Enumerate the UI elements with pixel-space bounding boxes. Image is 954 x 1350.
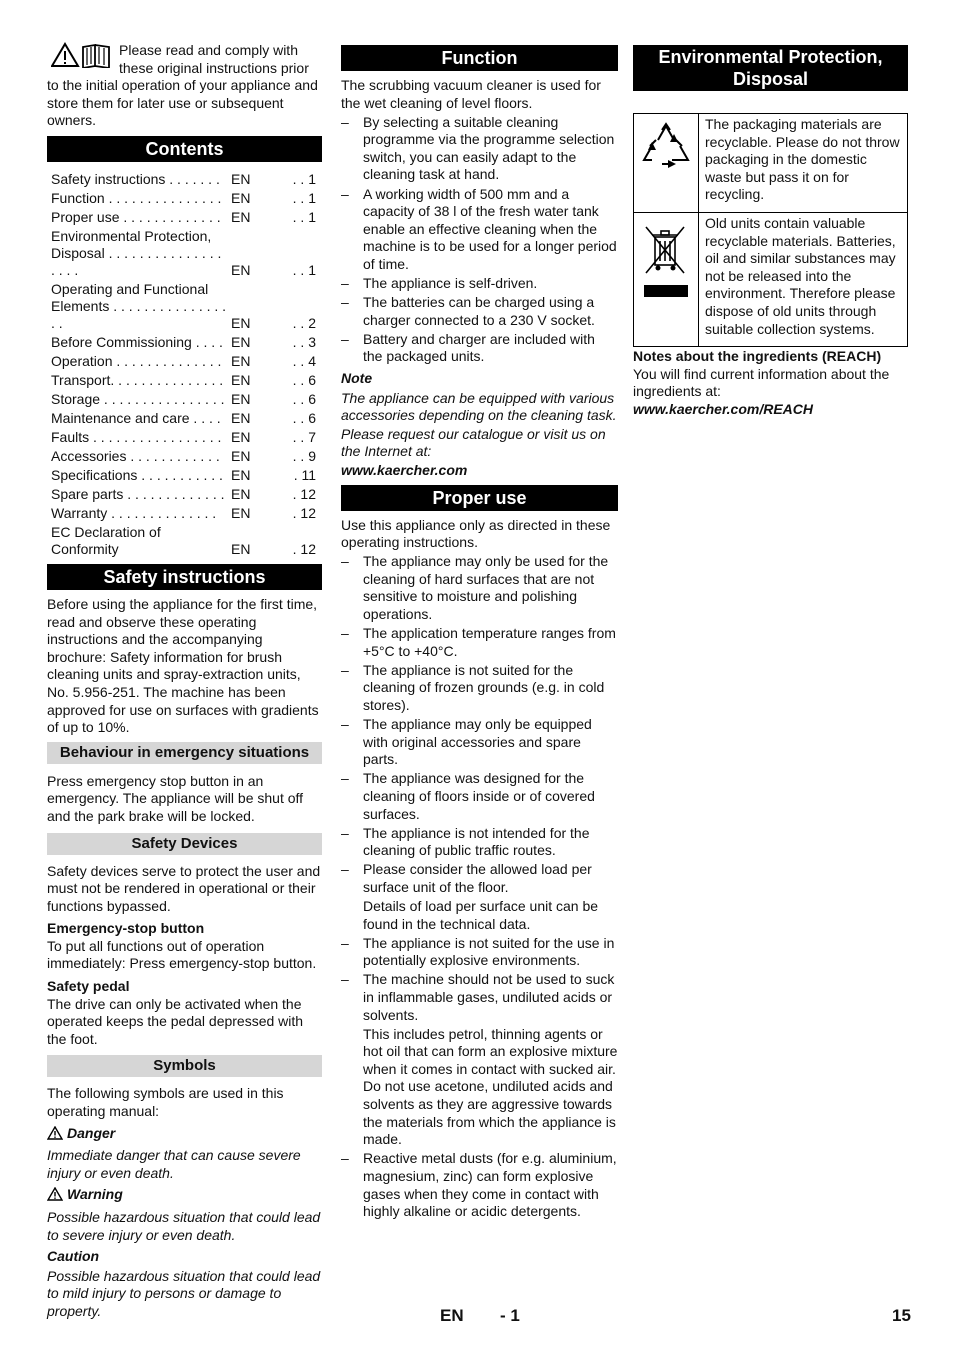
contents-heading: Contents bbox=[47, 136, 322, 162]
proper-use-item-text: The appliance is not intended for the cleaning of public traffic routes. bbox=[363, 824, 590, 859]
dash-bullet: – bbox=[341, 294, 349, 311]
contents-entry-label: Warranty . . . . . . . . . . . . . . bbox=[51, 504, 217, 521]
function-heading: Function bbox=[341, 45, 618, 71]
dash-bullet: – bbox=[341, 770, 349, 787]
contents-entry-lang: EN bbox=[231, 189, 251, 206]
contents-entry-label: Operating and Functional Elements . . . . . . . . . . . . . . . . . bbox=[51, 280, 227, 331]
dash-bullet: – bbox=[341, 661, 349, 678]
reach-heading: Notes about the ingredients (REACH) bbox=[633, 348, 882, 365]
footer-page-number: 15 bbox=[892, 1306, 911, 1325]
contents-entry-page: . . 6 bbox=[292, 390, 316, 407]
emergency-text: Press emergency stop button in an emergency. The appliance will be shut off and the park brake will be locked. bbox=[47, 772, 304, 824]
function-list-item bbox=[341, 294, 618, 329]
contents-entry-label: Operation . . . . . . . . . . . . . . bbox=[51, 352, 222, 369]
recycle-icon-cell bbox=[634, 114, 699, 213]
contents-entry-page: . . 1 bbox=[292, 261, 316, 278]
danger-text: Immediate danger that can cause severe injury or even death. bbox=[47, 1147, 301, 1181]
proper-use-item-text: The appliance may only be equipped with original accessories and spare parts. bbox=[363, 716, 592, 768]
note-text-2: Please request our catalogue or visit us on the Internet at: bbox=[341, 425, 606, 460]
recycle-row bbox=[634, 114, 908, 213]
contents-entry-lang: EN bbox=[231, 352, 251, 369]
contents-entry-page: . . 9 bbox=[292, 447, 316, 464]
danger-title: Danger bbox=[67, 1124, 116, 1141]
proper-use-list-item bbox=[341, 971, 618, 1148]
contents-entry-label: Spare parts . . . . . . . . . . . . . bbox=[51, 485, 225, 502]
safety-heading: Safety instructions bbox=[47, 564, 322, 590]
weee-icon-cell bbox=[634, 212, 699, 346]
dash-bullet: – bbox=[341, 553, 349, 570]
contents-entry-page: . . 6 bbox=[292, 371, 316, 388]
environment-heading: Environmental Protection, Disposal bbox=[633, 45, 908, 91]
crossed-bin-icon bbox=[643, 286, 689, 302]
contents-row[interactable] bbox=[47, 227, 322, 280]
function-list-item bbox=[341, 114, 618, 184]
proper-use-item-extra: Details of load per surface unit can be found in the technical data. bbox=[363, 898, 599, 932]
proper-use-item-text: The application temperature ranges from +5°C to +40°C. bbox=[363, 625, 616, 659]
footer-sub-page bbox=[500, 1306, 520, 1326]
footer-lang: EN bbox=[440, 1306, 464, 1325]
pedal-heading: Safety pedal bbox=[47, 978, 130, 995]
proper-use-list-item bbox=[341, 935, 618, 970]
contents-entry-label: Accessories . . . . . . . . . . . . bbox=[51, 447, 220, 464]
contents-row[interactable] bbox=[47, 208, 322, 227]
contents-entry-label: Transport. . . . . . . . . . . . . . . bbox=[51, 371, 224, 388]
warning-icon bbox=[47, 1187, 63, 1206]
function-list bbox=[341, 114, 618, 366]
contents-row[interactable] bbox=[47, 409, 322, 428]
contents-entry-lang: EN bbox=[231, 409, 251, 426]
proper-use-list-item bbox=[341, 770, 618, 823]
column-middle bbox=[341, 40, 618, 1221]
contents-row[interactable] bbox=[47, 170, 322, 189]
danger-icon bbox=[47, 1126, 63, 1145]
function-intro: The scrubbing vacuum cleaner is used for the wet cleaning of level floors. bbox=[341, 77, 601, 111]
contents-entry-page: . . 2 bbox=[292, 314, 316, 331]
contents-entry-lang: EN bbox=[231, 261, 251, 278]
contents-row[interactable] bbox=[47, 466, 322, 485]
caution-title: Caution bbox=[47, 1248, 100, 1265]
contents-entry-page: . . 1 bbox=[292, 189, 316, 206]
safety-devices-text: Safety devices serve to protect the user and must not be rendered in operational or their functions bypassed. bbox=[47, 862, 321, 914]
contents-entry-label: Before Commissioning . . . . bbox=[51, 333, 223, 350]
recycle-text: The packaging materials are recyclable. Please do not throw packaging in the domestic waste but pass it on for recycling. bbox=[699, 114, 908, 213]
contents-entry-lang: EN bbox=[231, 447, 251, 464]
weee-row bbox=[634, 212, 908, 346]
proper-use-item-text: The appliance is not suited for the use in potentially explosive environments. bbox=[363, 934, 615, 969]
contents-entry-label: Safety instructions . . . . . . . bbox=[51, 170, 220, 187]
contents-row[interactable] bbox=[47, 390, 322, 409]
contents-entry-label: Specifications . . . . . . . . . . . bbox=[51, 466, 223, 483]
proper-use-item-text: Please consider the allowed load per surface unit of the floor. bbox=[363, 861, 592, 895]
contents-entry-lang: EN bbox=[231, 371, 251, 388]
proper-use-item-text: The appliance was designed for the cleaning of floors inside or of covered surfaces. bbox=[363, 770, 595, 822]
contents-row[interactable] bbox=[47, 352, 322, 371]
proper-use-list-item bbox=[341, 625, 618, 660]
contents-table bbox=[47, 170, 322, 559]
proper-use-item-extra: This includes petrol, thinning agents or hot oil that can form an explosive mixture when it comes in contact with sucked air. Do not use acetone, undiluted acids and solvents as they are aggressive towards the materials from which the appliance is made. bbox=[363, 1025, 618, 1148]
dash-bullet: – bbox=[341, 625, 349, 642]
intro-block bbox=[47, 40, 322, 130]
pedal-text: The drive can only be activated when the operated keeps the pedal depressed with the foot. bbox=[47, 995, 304, 1047]
contents-entry-lang: EN bbox=[231, 540, 251, 557]
dash-bullet: – bbox=[341, 824, 349, 841]
contents-row[interactable] bbox=[47, 504, 322, 523]
contents-entry-page: . . 3 bbox=[292, 333, 316, 350]
proper-use-item-text: The appliance may only be used for the cleaning of hard surfaces that are not sensitive to moisture and polishing operations. bbox=[363, 553, 609, 623]
dash-bullet: – bbox=[341, 934, 349, 951]
proper-use-list-item bbox=[341, 861, 618, 933]
contents-row[interactable] bbox=[47, 485, 322, 504]
contents-entry-lang: EN bbox=[231, 170, 251, 187]
contents-entry-page: . . 6 bbox=[292, 409, 316, 426]
contents-row[interactable] bbox=[47, 280, 322, 333]
contents-row[interactable] bbox=[47, 428, 322, 447]
note-heading: Note bbox=[341, 370, 373, 386]
proper-use-list bbox=[341, 553, 618, 1220]
warning-label bbox=[47, 1186, 322, 1206]
proper-use-heading: Proper use bbox=[341, 485, 618, 511]
dash-bullet: – bbox=[341, 113, 349, 130]
dash-bullet: – bbox=[341, 275, 349, 292]
contents-entry-label: Environmental Protection, Disposal . . . . . . . . . . . . . . . . . . . bbox=[51, 227, 222, 278]
contents-row[interactable] bbox=[47, 333, 322, 352]
contents-entry-page: . . 1 bbox=[292, 208, 316, 225]
contents-row[interactable] bbox=[47, 189, 322, 208]
contents-entry-label: EC Declaration of Conformity bbox=[51, 523, 161, 557]
column-right bbox=[633, 40, 908, 419]
contents-entry-lang: EN bbox=[231, 504, 251, 521]
contents-entry-lang: EN bbox=[231, 208, 251, 225]
contents-entry-label: Function . . . . . . . . . . . . . . . bbox=[51, 189, 222, 206]
note-text-1: The appliance can be equipped with various accessories depending on the cleaning task. bbox=[341, 389, 617, 424]
contents-entry-page: . . 7 bbox=[292, 428, 316, 445]
contents-entry-lang: EN bbox=[231, 466, 251, 483]
contents-entry-label: Faults . . . . . . . . . . . . . . . . . bbox=[51, 428, 222, 445]
safety-intro: Before using the appliance for the first time, read and observe these operating instructions and the accompanying brochure: Safety information for brush cleaning units and spray-extraction units, No. 5.956-251. The machine has been approved for use on surfaces with gradients of up to 10%. bbox=[47, 595, 319, 736]
function-list-item-text: Battery and charger are included with the packaged units. bbox=[363, 330, 595, 365]
emergency-heading: Behaviour in emergency situations bbox=[47, 742, 322, 764]
function-list-item bbox=[341, 331, 618, 366]
proper-use-intro: Use this appliance only as directed in these operating instructions. bbox=[341, 516, 611, 551]
warning-title: Warning bbox=[67, 1186, 123, 1203]
reach-text: You will find current information about the ingredients at: bbox=[633, 365, 890, 400]
caution-text: Possible hazardous situation that could lead to mild injury to persons or damage to property. bbox=[47, 1267, 321, 1319]
contents-entry-page: . 12 bbox=[292, 540, 316, 557]
dash-bullet: – bbox=[341, 716, 349, 733]
contents-entry-page: . . 4 bbox=[292, 352, 316, 369]
symbols-heading: Symbols bbox=[47, 1055, 322, 1077]
weee-text: Old units contain valuable recyclable materials. Batteries, oil and similar substances may not be released into the environment. Therefore please dispose of old units through suitable collection systems. bbox=[699, 212, 908, 346]
contents-entry-lang: EN bbox=[231, 428, 251, 445]
function-list-item-text: The appliance is self-driven. bbox=[363, 275, 538, 292]
warning-text: Possible hazardous situation that could lead to severe injury or even death. bbox=[47, 1209, 321, 1243]
contents-row[interactable] bbox=[47, 371, 322, 390]
contents-entry-page: . . 1 bbox=[292, 170, 316, 187]
proper-use-list-item bbox=[341, 825, 618, 860]
footer-sub-page-text: - 1 bbox=[500, 1306, 520, 1325]
column-left bbox=[47, 40, 322, 1321]
dash-bullet: – bbox=[341, 1150, 349, 1167]
proper-use-item-text: The machine should not be used to suck in inflammable gases, undiluted acids or solvents. bbox=[363, 971, 615, 1023]
contents-entry-page: . 11 bbox=[293, 466, 316, 483]
proper-use-list-item bbox=[341, 662, 618, 715]
contents-entry-lang: EN bbox=[231, 333, 251, 350]
contents-entry-label: Maintenance and care . . . . bbox=[51, 409, 221, 426]
contents-entry-lang: EN bbox=[231, 485, 251, 502]
symbols-text: The following symbols are used in this operating manual: bbox=[47, 1085, 284, 1120]
recycle-icon bbox=[640, 159, 692, 175]
safety-devices-heading: Safety Devices bbox=[47, 833, 322, 855]
estop-text: To put all functions out of operation immediately: Press emergency-stop button. bbox=[47, 937, 317, 972]
contents-row[interactable] bbox=[47, 447, 322, 466]
proper-use-list-item bbox=[341, 553, 618, 623]
contents-row[interactable] bbox=[47, 523, 322, 559]
reach-url-link[interactable]: www.kaercher.com/REACH bbox=[633, 400, 813, 417]
dash-bullet: – bbox=[341, 185, 349, 202]
function-list-item-text: The batteries can be charged using a charger connected to a 230 V socket. bbox=[363, 294, 595, 328]
contents-entry-page: . 12 bbox=[292, 504, 316, 521]
dash-bullet: – bbox=[341, 971, 349, 988]
function-list-item-text: By selecting a suitable cleaning programme via the programme selection switch, you can easily adapt to the cleaning task at hand. bbox=[363, 113, 615, 183]
contents-entry-page: . 12 bbox=[292, 485, 316, 502]
contents-entry-label: Proper use . . . . . . . . . . . . . bbox=[51, 208, 221, 225]
proper-use-item-text: Reactive metal dusts (for e.g. aluminium, magnesium, zinc) can form explosive gases when they come in contact with highly alkaline or acidic detergents. bbox=[363, 1150, 617, 1220]
function-list-item bbox=[341, 275, 618, 293]
estop-heading: Emergency-stop button bbox=[47, 920, 205, 937]
proper-use-item-text: The appliance is not suited for the cleaning of frozen grounds (e.g. in cold stores). bbox=[363, 661, 605, 713]
contents-entry-lang: EN bbox=[231, 390, 251, 407]
warning-book-icon bbox=[51, 42, 113, 73]
function-list-item-text: A working width of 500 mm and a capacity of 38 l of the fresh water tank enable an effective cleaning when the machine is to be used for a longer period of time. bbox=[363, 185, 617, 272]
proper-use-list-item bbox=[341, 1150, 618, 1220]
dash-bullet: – bbox=[341, 861, 349, 878]
intro-text: Please read and comply with these original instructions prior to the initial operation of your appliance and store them for later use or subsequent owners. bbox=[47, 42, 318, 129]
environment-table bbox=[633, 113, 908, 347]
note-url-link[interactable]: www.kaercher.com bbox=[341, 461, 468, 478]
function-list-item bbox=[341, 186, 618, 274]
contents-entry-lang: EN bbox=[231, 314, 251, 331]
contents-entry-label: Storage . . . . . . . . . . . . . . . . bbox=[51, 390, 225, 407]
proper-use-list-item bbox=[341, 716, 618, 769]
dash-bullet: – bbox=[341, 330, 349, 347]
danger-label bbox=[47, 1125, 322, 1145]
